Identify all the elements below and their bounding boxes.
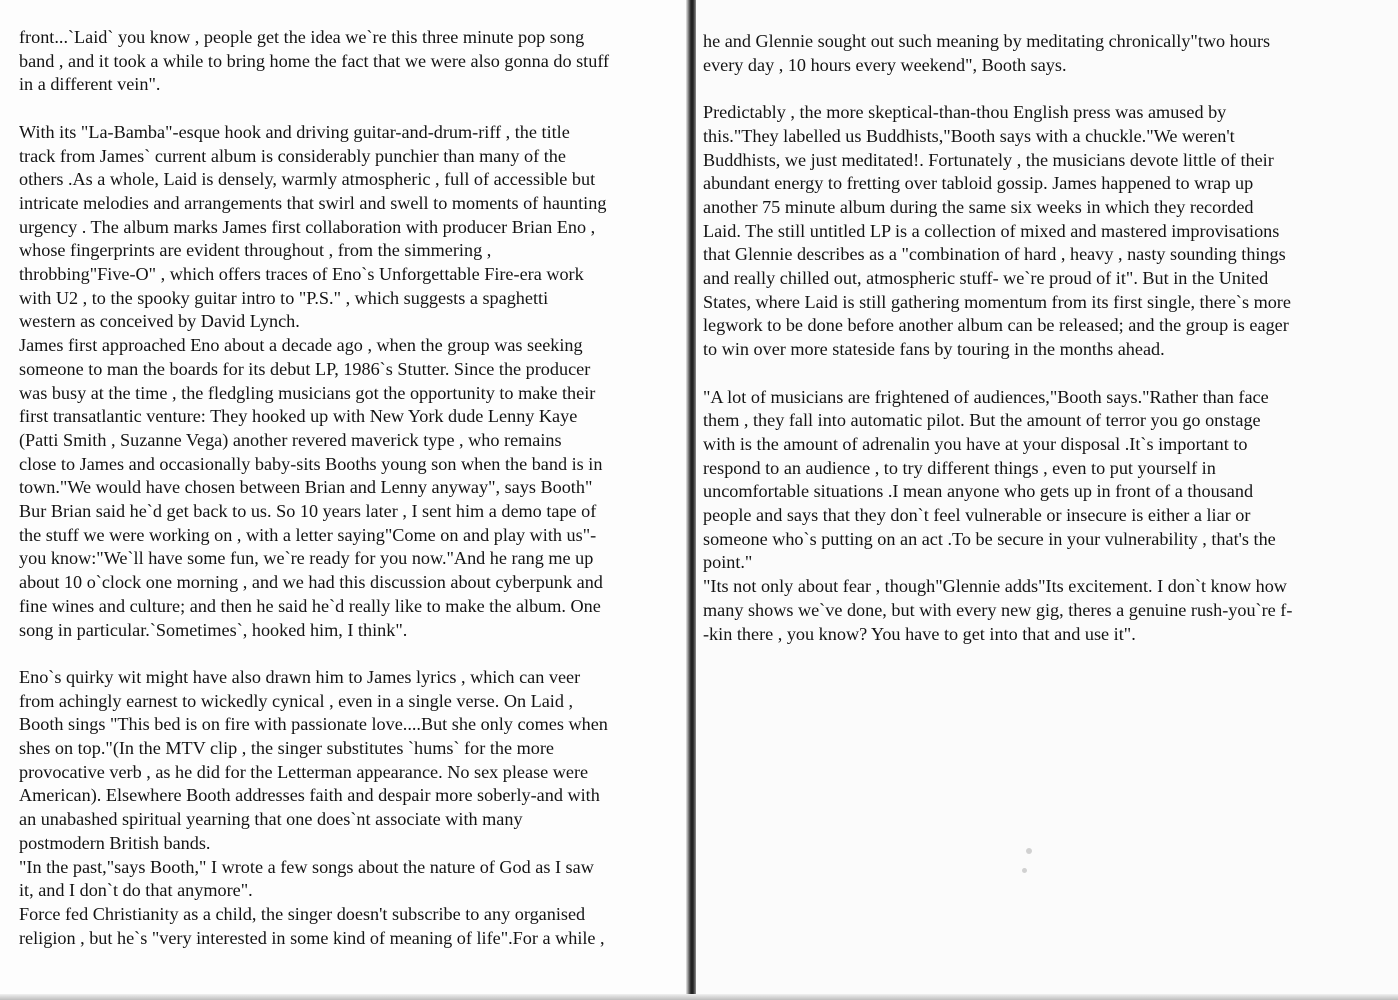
text-line: from achingly earnest to wickedly cynical , even in a single verse. On Laid , bbox=[19, 690, 574, 711]
text-line: it, and I don`t do that anymore". bbox=[19, 880, 253, 901]
text-line: James first approached Eno about a decade ago , when the group was seeking bbox=[19, 335, 583, 356]
text-line: Eno`s quirky wit might have also drawn him to James lyrics , which can veer bbox=[19, 666, 581, 687]
text-line: States, where Laid is still gathering momentum from its first single, there`s more bbox=[703, 291, 1291, 312]
text-line: the stuff we were working on , with a letter saying"Come on and play with us"- bbox=[19, 524, 597, 545]
text-line: close to James and occasionally baby-sits Booths young son when the band is in bbox=[19, 453, 603, 474]
right-page-text-column bbox=[703, 30, 1383, 646]
left-page-text-column bbox=[19, 26, 679, 950]
paragraph-gap bbox=[703, 77, 1383, 101]
ink-speck bbox=[1022, 868, 1027, 873]
text-line: someone to man the boards for its debut LP, 1986`s Stutter. Since the producer bbox=[19, 358, 591, 379]
left-page bbox=[0, 0, 688, 1000]
text-line: provocative verb , as he did for the Letterman appearance. No sex please were bbox=[19, 761, 589, 782]
text-line: throbbing"Five-O" , which offers traces of Eno`s Unforgettable Fire-era work bbox=[19, 264, 584, 285]
text-line: respond to an audience , to try different things , even to put yourself in bbox=[703, 457, 1216, 478]
text-line: first transatlantic venture: They hooked up with New York dude Lenny Kaye bbox=[19, 406, 578, 427]
text-line: and really chilled out, atmospheric stuff- we`re proud of it". But in the United bbox=[703, 268, 1269, 289]
text-line: with U2 , to the spooky guitar intro to "P.S." , which suggests a spaghetti bbox=[19, 287, 549, 308]
text-line: shes on top."(In the MTV clip , the singer substitutes `hums` for the more bbox=[19, 738, 554, 759]
text-line: every day , 10 hours every weekend", Booth says. bbox=[703, 54, 1067, 75]
text-line: postmodern British bands. bbox=[19, 832, 211, 853]
text-line: you know:"We`ll have some fun, we`re ready for you now."And he rang me up bbox=[19, 548, 594, 569]
text-line: With its "La-Bamba"-esque hook and driving guitar-and-drum-riff , the title bbox=[19, 121, 570, 142]
text-line: religion , but he`s "very interested in some kind of meaning of life".For a while , bbox=[19, 927, 605, 948]
text-line: (Patti Smith , Suzanne Vega) another revered maverick type , who remains bbox=[19, 429, 562, 450]
ink-speck bbox=[1026, 848, 1032, 854]
text-line: town."We would have chosen between Brian and Lenny anyway", says Booth" bbox=[19, 477, 593, 498]
text-line: song in particular.`Sometimes`, hooked him, I think". bbox=[19, 619, 408, 640]
paragraph bbox=[19, 26, 679, 97]
text-line: whose fingerprints are evident throughout , from the simmering , bbox=[19, 240, 492, 261]
text-line: Predictably , the more skeptical-than-thou English press was amused by bbox=[703, 102, 1227, 123]
text-line: front...`Laid` you know , people get the idea we`re this three minute pop song bbox=[19, 27, 585, 47]
text-line: in a different vein". bbox=[19, 74, 161, 95]
text-line: someone who`s putting on an act .To be secure in your vulnerability , that's the bbox=[703, 528, 1276, 549]
text-line: about 10 o`clock one morning , and we had this discussion about cyberpunk and bbox=[19, 572, 603, 593]
text-line: point." bbox=[703, 552, 753, 573]
text-line: to win over more stateside fans by touring in the months ahead. bbox=[703, 339, 1165, 360]
text-line: others .As a whole, Laid is densely, warmly atmospheric , full of accessible but bbox=[19, 169, 596, 190]
text-line: another 75 minute album during the same six weeks in which they recorded bbox=[703, 196, 1254, 217]
text-line: that Glennie describes as a "combination of hard , heavy , nasty sounding things bbox=[703, 244, 1286, 265]
text-line: this."They labelled us Buddhists,"Booth says with a chuckle."We weren't bbox=[703, 125, 1235, 146]
text-line: legwork to be done before another album can be released; and the group is eager bbox=[703, 315, 1289, 336]
text-line: uncomfortable situations .I mean anyone who gets up in front of a thousand bbox=[703, 481, 1254, 502]
text-line: "A lot of musicians are frightened of audiences,"Booth says."Rather than face bbox=[703, 386, 1269, 407]
text-line: urgency . The album marks James first collaboration with producer Brian Eno , bbox=[19, 216, 596, 237]
text-line: Buddhists, we just meditated!. Fortunately , the musicians devote little of their bbox=[703, 149, 1274, 170]
right-page bbox=[696, 0, 1398, 1000]
paragraph bbox=[703, 386, 1383, 647]
page-bottom-edge bbox=[0, 994, 1398, 1000]
paragraph bbox=[19, 121, 679, 642]
paragraph-gap bbox=[19, 97, 679, 121]
text-line: Laid. The still untitled LP is a collection of mixed and mastered improvisations bbox=[703, 220, 1280, 241]
text-line: people and says that they don`t feel vulnerable or insecure is either a liar or bbox=[703, 505, 1251, 526]
text-line: was busy at the time , the fledgling musicians got the opportunity to make their bbox=[19, 382, 596, 403]
paragraph bbox=[703, 101, 1383, 362]
text-line: abundant energy to fretting over tabloid gossip. James happened to wrap up bbox=[703, 173, 1254, 194]
paragraph bbox=[703, 30, 1383, 77]
text-line: track from James` current album is considerably punchier than many of the bbox=[19, 145, 566, 166]
text-line: many shows we`ve done, but with every new gig, theres a genuine rush-you`re f- bbox=[703, 599, 1293, 620]
text-line: fine wines and culture; and then he said he`d really like to make the album. One bbox=[19, 595, 601, 616]
paragraph-gap bbox=[19, 642, 679, 666]
text-line: an unabashed spiritual yearning that one does`nt associate with many bbox=[19, 809, 523, 830]
text-line: "Its not only about fear , though"Glennie adds"Its excitement. I don`t know how bbox=[703, 576, 1287, 597]
paragraph bbox=[19, 666, 679, 950]
text-line: with is the amount of adrenalin you have at your disposal .It`s important to bbox=[703, 433, 1248, 454]
text-line: Booth sings "This bed is on fire with passionate love....But she only comes when bbox=[19, 714, 608, 735]
text-line: he and Glennie sought out such meaning by meditating chronically"two hours bbox=[703, 31, 1271, 51]
text-line: Force fed Christianity as a child, the singer doesn't subscribe to any organised bbox=[19, 903, 586, 924]
text-line: them , they fall into automatic pilot. But the amount of terror you go onstage bbox=[703, 410, 1261, 431]
text-line: intricate melodies and arrangements that swirl and swell to moments of haunting bbox=[19, 192, 607, 213]
text-line: Bur Brian said he`d get back to us. So 10 years later , I sent him a demo tape of bbox=[19, 501, 597, 522]
paragraph-gap bbox=[703, 362, 1383, 386]
text-line: band , and it took a while to bring home the fact that we were also gonna do stuff bbox=[19, 50, 610, 71]
text-line: western as conceived by David Lynch. bbox=[19, 311, 300, 332]
text-line: -kin there , you know? You have to get into that and use it". bbox=[703, 623, 1136, 644]
text-line: American). Elsewhere Booth addresses faith and despair more soberly-and with bbox=[19, 785, 600, 806]
text-line: "In the past,"says Booth," I wrote a few songs about the nature of God as I saw bbox=[19, 856, 594, 877]
